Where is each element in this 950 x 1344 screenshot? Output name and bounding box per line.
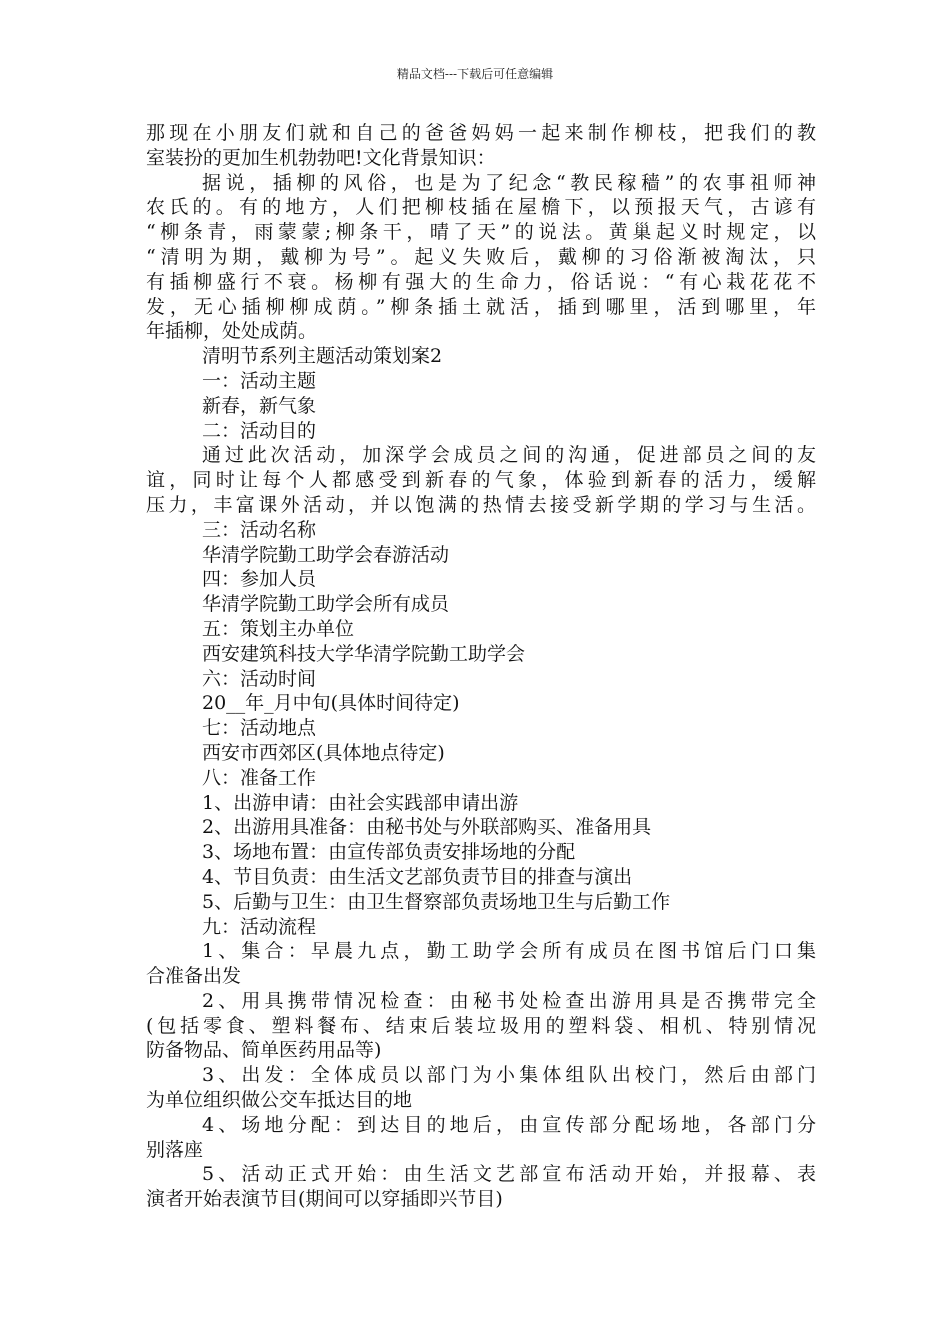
text-line: 室装扮的更加生机勃勃吧!文化背景知识： bbox=[146, 146, 496, 169]
text-line: 20__年_月中旬(具体时间待定) bbox=[202, 692, 460, 715]
text-line: 西安建筑科技大学华清学院勤工助学会 bbox=[202, 642, 526, 665]
text-line: 一：活动主题 bbox=[202, 369, 317, 392]
text-line: 压力，丰富课外活动，并以饱满的热情去接受新学期的学习与生活。 bbox=[146, 493, 816, 516]
text-line: 三：活动名称 bbox=[202, 518, 317, 541]
text-line: 五：策划主办单位 bbox=[202, 617, 355, 640]
text-line: 发，无心插柳柳成荫。”柳条插土就活，插到哪里，活到哪里，年 bbox=[146, 295, 816, 318]
text-line: 华清学院勤工助学会所有成员 bbox=[202, 593, 450, 616]
text-line: 2、出游用具准备：由秘书处与外联部购买、准备用具 bbox=[202, 816, 652, 839]
text-line: 4、场地分配：到达目的地后，由宣传部分配场地，各部门分 bbox=[202, 1113, 816, 1136]
page-header: 精品文档---下载后可任意编辑 bbox=[396, 67, 554, 81]
text-line: 清明节系列主题活动策划案2 bbox=[202, 345, 443, 368]
text-line: 防备物品、简单医药用品等) bbox=[146, 1039, 382, 1062]
text-line: 有插柳盛行不衰。杨柳有强大的生命力，俗话说：“有心栽花花不 bbox=[146, 270, 816, 293]
text-line: 九：活动流程 bbox=[202, 915, 317, 938]
text-line: 谊，同时让每个人都感受到新春的气象，体验到新春的活力，缓解 bbox=[146, 469, 816, 492]
text-line: 3、场地布置：由宣传部负责安排场地的分配 bbox=[202, 841, 576, 864]
text-line: 演者开始表演节目(期间可以穿插即兴节目) bbox=[146, 1188, 503, 1211]
text-line: 七：活动地点 bbox=[202, 717, 317, 740]
text-line: 合准备出发 bbox=[146, 965, 242, 988]
text-line: “清明为期，戴柳为号”。起义失败后，戴柳的习俗渐被淘汰，只 bbox=[146, 245, 816, 268]
text-line: 那现在小朋友们就和自己的爸爸妈妈一起来制作柳枝，把我们的教 bbox=[146, 122, 816, 144]
text-line: 二：活动目的 bbox=[202, 419, 317, 442]
text-line: 5、后勤与卫生：由卫生督察部负责场地卫生与后勤工作 bbox=[202, 890, 671, 913]
text-line: 四：参加人员 bbox=[202, 568, 317, 591]
text-line: 3、出发：全体成员以部门为小集体组队出校门，然后由部门 bbox=[202, 1064, 816, 1087]
text-line: 六：活动时间 bbox=[202, 667, 317, 690]
text-line: 新春，新气象 bbox=[202, 394, 317, 417]
text-line: 通过此次活动，加深学会成员之间的沟通，促进部员之间的友 bbox=[202, 444, 816, 467]
text-line: 年插柳，处处成荫。 bbox=[146, 320, 318, 343]
text-line: 为单位组织做公交车抵达目的地 bbox=[146, 1089, 413, 1112]
document-body bbox=[146, 121, 816, 1212]
text-line: 5、活动正式开始：由生活文艺部宣布活动开始，并报幕、表 bbox=[202, 1163, 816, 1186]
text-line: 农氏的。有的地方，人们把柳枝插在屋檐下，以预报天气，古谚有 bbox=[146, 196, 816, 219]
text-line: 据说，插柳的风俗，也是为了纪念“教民稼穑”的农事祖师神 bbox=[202, 171, 816, 194]
text-line: 1、出游申请：由社会实践部申请出游 bbox=[202, 791, 519, 814]
text-line: 华清学院勤工助学会春游活动 bbox=[202, 543, 450, 566]
text-line: 别落座 bbox=[146, 1138, 204, 1161]
text-line: 1、集合：早晨九点，勤工助学会所有成员在图书馆后门口集 bbox=[202, 940, 816, 963]
text-line: 4、节目负责：由生活文艺部负责节目的排查与演出 bbox=[202, 865, 633, 888]
text-line: 2、用具携带情况检查：由秘书处检查出游用具是否携带完全 bbox=[202, 989, 816, 1012]
text-line: 西安市西郊区(具体地点待定) bbox=[202, 741, 445, 764]
text-line: “柳条青，雨蒙蒙;柳条干，晴了天”的说法。黄巢起义时规定，以 bbox=[146, 221, 816, 244]
text-line: (包括零食、塑料餐布、结束后装垃圾用的塑料袋、相机、特别情况 bbox=[146, 1014, 816, 1037]
text-line: 八：准备工作 bbox=[202, 766, 317, 789]
